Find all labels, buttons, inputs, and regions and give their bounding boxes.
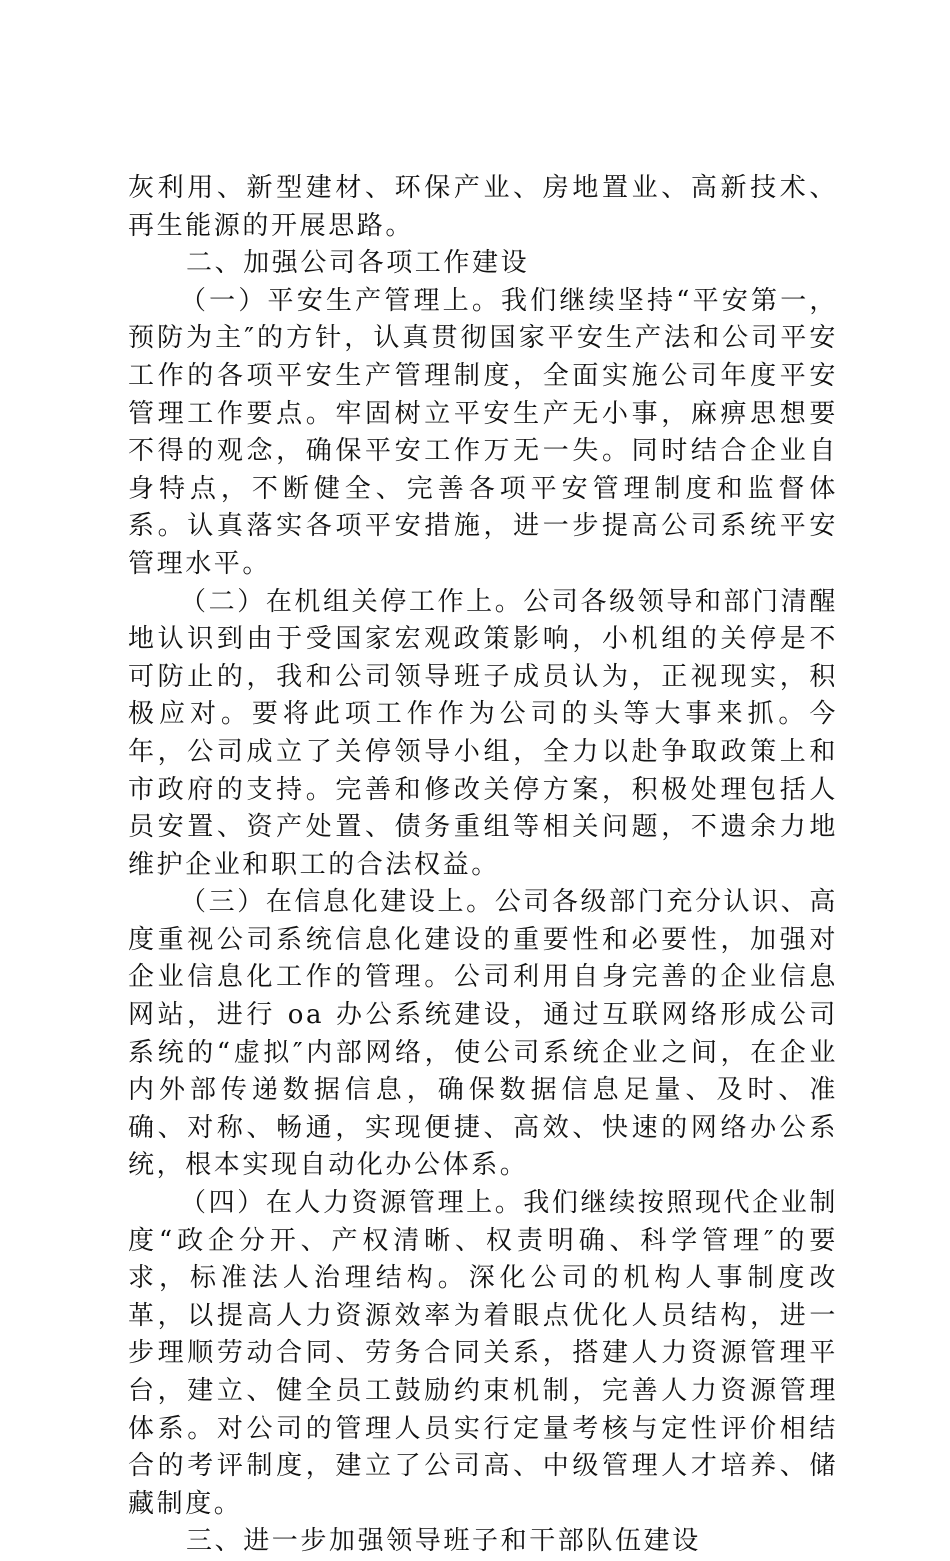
paragraph-unit-shutdown: （二）在机组关停工作上。公司各级领导和部门清醒地认识到由于受国家宏观政策影响，小机组的关停是不可防止的，我和公司领导班子成员认为，正视现实，积极应对。要将此项工作作为公司的头等大事来抓。今年，公司成立了关停领导小组，全力以赴争取政策上和市政府的支持。完善和修改关停方案，积极处理包括人员安置、资产处置、债务重组等相关问题，不遗余力地维护企业和职工的合法权益。: [128, 586, 838, 880]
paragraph-human-resources: （四）在人力资源管理上。我们继续按照现代企业制度“政企分开、产权清晰、权责明确、科学管理″的要求，标准法人治理结构。深化公司的机构人事制度改革，以提高人力资源效率为着眼点优化人员结构，进一步理顺劳动合同、劳务合同关系，搭建人力资源管理平台，建立、健全员工鼓励约束机制，完善人力资源管理体系。对公司的管理人员实行定量考核与定性评价相结合的考评制度，建立了公司高、中级管理人才培养、储藏制度。: [128, 1188, 838, 1519]
section-heading-2: 二、加强公司各项工作建设: [186, 248, 530, 279]
section-heading-3: 三、进一步加强领导班子和干部队伍建设: [186, 1526, 701, 1557]
paragraph-continuation: 灰利用、新型建材、环保产业、房地置业、高新技术、再生能源的开展思路。: [128, 173, 838, 241]
document-body: [128, 170, 838, 1561]
paragraph-safety-management: （一）平安生产管理上。我们继续坚持“平安第一，预防为主″的方针，认真贯彻国家平安生产法和公司平安工作的各项平安生产管理制度，全面实施公司年度平安管理工作要点。牢固树立平安生产无小事，麻痹思想要不得的观念，确保平安工作万无一失。同时结合企业自身特点，不断健全、完善各项平安管理制度和监督体系。认真落实各项平安措施，进一步提高公司系统平安管理水平。: [128, 285, 838, 579]
paragraph-informatization: （三）在信息化建设上。公司各级部门充分认识、高度重视公司系统信息化建设的重要性和必要性，加强对企业信息化工作的管理。公司利用自身完善的企业信息网站，进行 oa 办公系统建设，通过互联网络形成公司系统的“虚拟″内部网络，使公司系统企业之间，在企业内外部传递数据信息，确保数据信息足量、及时、准确、对称、畅通，实现便捷、高效、快速的网络办公系统，根本实现自动化办公体系。: [128, 887, 838, 1181]
